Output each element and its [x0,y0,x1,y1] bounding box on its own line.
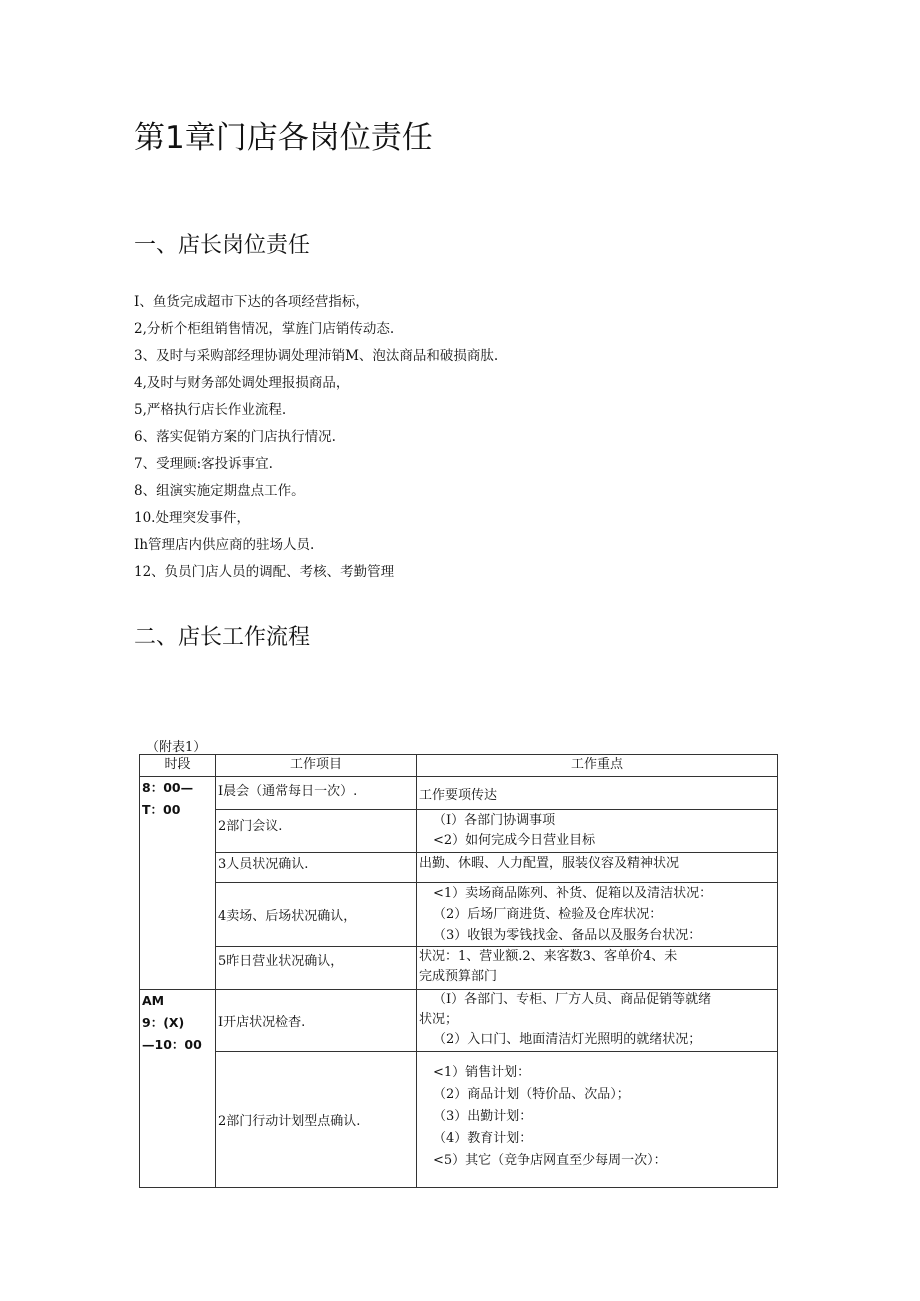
time-line: —10：00 [142,1037,202,1052]
focus-cell [417,883,778,947]
focus-cell [417,990,778,1052]
table-row [140,853,778,883]
focus-line: （2）商品计划（特价品、次品）； [433,1087,630,1102]
item-cell: 3人员状况确认. [216,853,417,883]
focus-line: <5）其它（竞争店网直至少每周一次）： [433,1153,667,1168]
header-item: 工作项目 [216,755,417,777]
table-header-row [140,755,778,777]
focus-cell [417,777,778,810]
section-heading-workflow: 二、店长工作流程 [134,625,311,650]
time-cell [140,777,216,990]
time-line: 8：00— [142,780,194,795]
duty-list [134,289,498,586]
item-cell: 5昨日营业状况确认， [216,947,417,990]
duty-item: I、鱼货完成超市下达的各项经营指标， [134,294,369,310]
schedule-table [139,754,778,1188]
table-row [140,810,778,853]
header-time: 时段 [140,755,216,777]
chapter-title: 第1章门店各岗位责任 [134,120,433,156]
duty-item: 3、及时与采购部经理协调处理沛销M、泡汰商品和破损商肽. [134,348,499,364]
focus-line: （I）各部门、专柜、厂方人员、商品促销等就绪 [433,992,712,1007]
duty-item: 10.处理突发事件， [134,510,250,526]
table-caption: （附表1） [146,740,207,755]
focus-line: 状况：1、营业额.2、来客数3、客单价4、未 [419,949,678,964]
focus-line: 状况； [419,1012,459,1027]
table-row [140,883,778,947]
time-line: T：00 [142,802,181,817]
focus-line: 完成预算部门 [419,969,498,984]
focus-line: <2）如何完成今日营业目标 [433,833,596,848]
focus-cell [417,947,778,990]
time-line: AM [142,993,165,1008]
duty-item: 7、受理顾:客投诉事宜. [134,456,273,472]
focus-line: （2）后场厂商进货、检验及仓库状况： [433,907,663,922]
focus-line: （I）各部门协调事项 [433,813,556,828]
focus-line: 出勤、休暇、人力配置，服装仪容及精神状况 [419,856,680,871]
duty-item: 6、落实促销方案的门店执行情况. [134,429,336,445]
duty-item: 5,严格执行店长作业流程. [134,402,287,418]
table-row [140,777,778,810]
item-cell: I晨会（通常每日一次）. [216,777,417,810]
table-row [140,947,778,990]
focus-line: <1）销售计划： [433,1065,531,1080]
duty-item: Ih管理店内供应商的驻场人员. [134,537,315,553]
item-cell: 2部门行动计划型点确认. [216,1052,417,1188]
item-cell: I开店状况检杳. [216,990,417,1052]
duty-item: 2,分析个柜组销售情况，掌旌门店销传动态. [134,321,395,337]
focus-cell [417,853,778,883]
focus-line: （4）教育计划： [433,1131,533,1146]
item-cell: 4卖场、后场状况确认， [216,883,417,947]
duty-item: 12、负员门店人员的调配、考核、考勤管理 [134,564,395,580]
table-row [140,1052,778,1188]
time-line: 9：(X) [142,1015,185,1030]
table-row [140,990,778,1052]
time-cell [140,990,216,1188]
focus-cell [417,810,778,853]
focus-line: （3）收银为零钱找金、备品以及服务台状况： [433,928,702,943]
section-heading-duties: 一、店长岗位责任 [134,233,311,258]
focus-line: <1）卖场商品陈列、补货、促箱以及清洁状况： [433,886,713,901]
focus-line: （2）入口门、地面清洁灯光照明的就绪状况； [433,1032,702,1047]
focus-line: 工作要项传达 [419,788,498,803]
focus-line: （3）出勤计划： [433,1109,533,1124]
item-cell: 2部门会议. [216,810,417,853]
header-focus: 工作重点 [417,755,778,777]
duty-item: 4,及时与财务部处调处理报损商品， [134,375,350,391]
duty-item: 8、组演实施定期盘点工作。 [134,483,305,499]
focus-cell [417,1052,778,1188]
